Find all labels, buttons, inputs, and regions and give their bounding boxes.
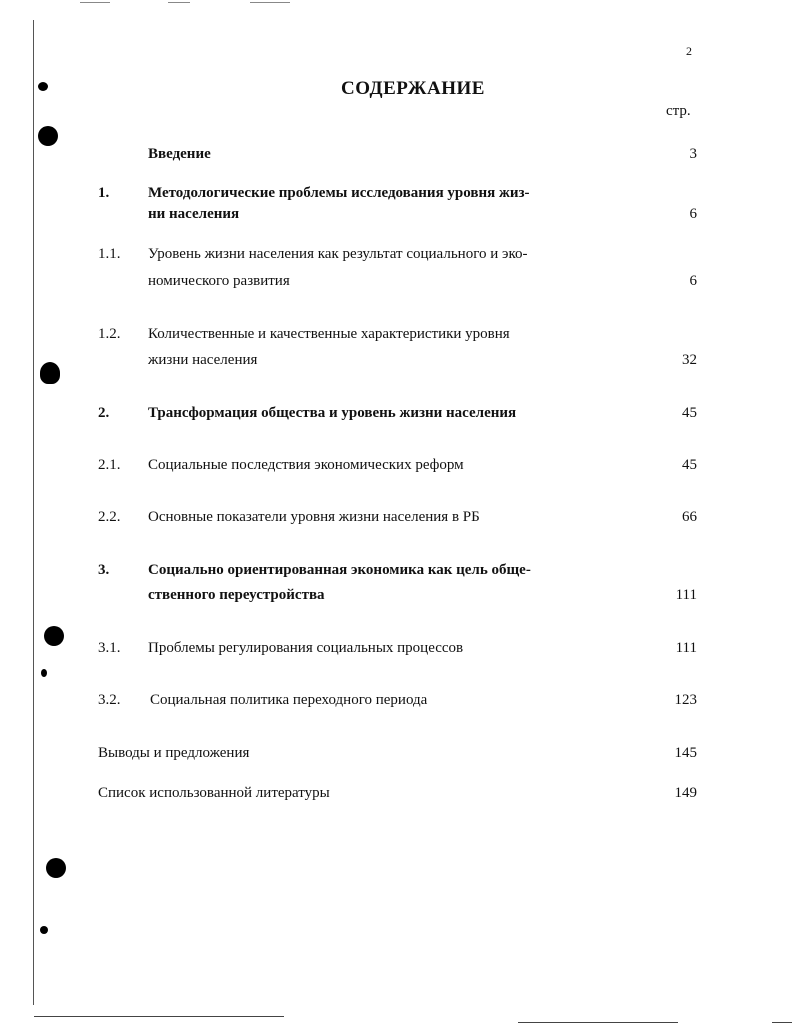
punch-hole <box>40 362 60 384</box>
punch-hole <box>44 626 64 646</box>
toc-entry-page: 45 <box>682 457 697 473</box>
toc-entry-page: 45 <box>682 405 697 421</box>
toc-entry-page: 111 <box>675 587 697 603</box>
scan-artifact <box>80 2 110 3</box>
toc-entry-number: 1.1. <box>98 246 121 262</box>
toc-entry-title: Количественные и качественные характеристики уровня <box>148 326 510 342</box>
toc-entry-page: 66 <box>682 509 697 525</box>
toc-entry-title: Введение <box>148 146 211 162</box>
toc-entry-title: Уровень жизни населения как результат социального и эко- <box>148 246 528 262</box>
toc-entry-number: 1.2. <box>98 326 121 342</box>
toc-entry-page: 6 <box>689 206 697 222</box>
punch-hole <box>46 858 66 878</box>
page-title: СОДЕРЖАНИЕ <box>341 78 485 99</box>
toc-entry-page: 3 <box>689 146 697 162</box>
toc-entry-number: 1. <box>98 185 110 201</box>
scan-artifact <box>34 1016 284 1017</box>
toc-entry-number: 3.1. <box>98 640 121 656</box>
toc-entry-title-cont: жизни населения <box>148 352 258 368</box>
toc-entry-title-cont: ственного переустройства <box>148 587 325 603</box>
scan-artifact <box>168 2 190 3</box>
toc-entry-number: 2.2. <box>98 509 121 525</box>
toc-entry-number: 3.2. <box>98 692 121 708</box>
toc-entry-page: 32 <box>682 352 697 368</box>
toc-entry-number: 2. <box>98 405 110 421</box>
toc-entry-number: 3. <box>98 562 110 578</box>
toc-entry-title: Социальная политика переходного периода <box>150 692 428 708</box>
page-number: 2 <box>686 44 692 58</box>
toc-entry-number: 2.1. <box>98 457 121 473</box>
toc-entry-page: 6 <box>689 273 697 289</box>
toc-entry-page: 145 <box>674 745 697 761</box>
scan-artifact <box>772 1022 792 1023</box>
toc-entry-title: Проблемы регулирования социальных процессов <box>148 640 464 656</box>
scan-artifact <box>250 2 290 3</box>
binding-margin-line <box>33 20 34 1005</box>
toc-entry-page: 149 <box>674 785 697 801</box>
page-column-label: стр. <box>666 103 691 119</box>
toc-entry-title-cont: ни населения <box>148 206 240 222</box>
punch-hole-mark <box>40 926 48 934</box>
toc-entry-title: Социально ориентированная экономика как цель обще- <box>148 562 531 578</box>
scan-artifact <box>518 1022 678 1023</box>
punch-hole <box>38 126 58 146</box>
toc-entry-title-cont: номического развития <box>148 273 290 289</box>
toc-entry-title: Трансформация общества и уровень жизни населения <box>148 405 517 421</box>
toc-entry-title: Основные показатели уровня жизни населения в РБ <box>148 509 480 525</box>
toc-entry-title: Список использованной литературы <box>98 785 330 801</box>
toc-entry-title: Социальные последствия экономических реформ <box>148 457 464 473</box>
toc-entry-title: Методологические проблемы исследования уровня жиз- <box>148 185 530 201</box>
toc-entry-page: 123 <box>674 692 697 708</box>
toc-entry-page: 111 <box>675 640 697 656</box>
toc-entry-title: Выводы и предложения <box>98 745 250 761</box>
punch-hole-mark <box>41 669 47 677</box>
